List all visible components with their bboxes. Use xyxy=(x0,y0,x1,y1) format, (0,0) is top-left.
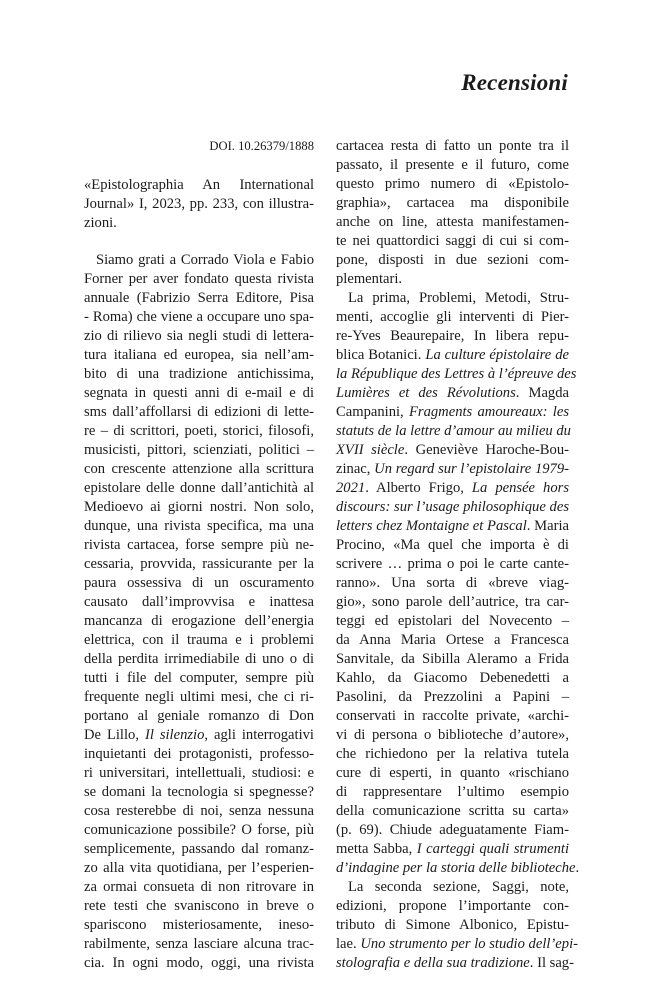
text-line: Siamo grati a Corrado Viola e Fabio xyxy=(96,252,314,268)
doi-reference: DOI. 10.26379/1888 xyxy=(209,139,314,153)
text-line: plementari. xyxy=(336,271,403,287)
text-line: tutti i file del computer, sempre più xyxy=(84,670,314,686)
review-paragraph xyxy=(336,137,569,289)
text-line: tura italiana ed europea, sia nell’am- xyxy=(84,347,314,363)
text-line xyxy=(84,726,314,745)
text-line xyxy=(336,460,569,479)
text-line: cure di esperti, in quanto «rischiano xyxy=(336,765,569,781)
text-line: vi di persona o biblioteche d’autore», xyxy=(336,727,569,743)
essay-title: Uno strumento per lo studio dell’epi- xyxy=(360,936,578,952)
text-line: cartacea resta di fatto un ponte tra il xyxy=(336,138,569,154)
essay-title: Un regard sur l’epistolaire 1979- xyxy=(374,461,569,477)
text-line: rete testi che svaniscono in breve o xyxy=(84,898,314,914)
text-line: della comunicazione scritta su carta» xyxy=(336,803,569,819)
text-fragment: . xyxy=(575,860,580,876)
text-line: rivista cartacea, forse sempre più ne- xyxy=(84,537,314,553)
text-line: zio di rilievo sia negli studi di lettera- xyxy=(84,328,314,344)
review-paragraph xyxy=(84,251,314,973)
text-line: ri universitari, intellettuali, studiosi: e xyxy=(84,765,314,781)
text-line: musicisti, pittori, scienziati, politici – xyxy=(84,442,314,458)
running-head-section-title: Recensioni xyxy=(461,70,568,95)
text-line: semplicemente, passando dal romanz- xyxy=(84,841,314,857)
text-line: edizioni, propone l’importante con- xyxy=(336,898,569,914)
text-fragment: . Magda xyxy=(515,385,569,401)
text-line: mancanza di erogazione dell’energia xyxy=(84,613,314,629)
text-line: Sanvitale, da Sibilla Aleramo a Frida xyxy=(336,651,569,667)
text-line: spariscono misteriosamente, ineso- xyxy=(84,917,314,933)
text-line: pone, disposti in due sezioni com- xyxy=(336,252,569,268)
text-line: causato dall’improvvisa e inattesa xyxy=(84,594,314,610)
text-line: La prima, Problemi, Metodi, Stru- xyxy=(348,290,569,306)
essay-title: la République des Lettres à l’épreuve des xyxy=(336,366,577,382)
text-line: della perdita irrimediabile di uno o di xyxy=(84,651,314,667)
essay-title: letters chez Montaigne et Pascal xyxy=(336,518,527,534)
text-line: Procino, «Ma quel che importa è di xyxy=(336,537,569,553)
text-line: teggi ed epistolari del Novecento – xyxy=(336,613,569,629)
essay-title: discours: sur l’usage philosophique des xyxy=(336,499,569,515)
text-line: bito di una tradizione antichissima, xyxy=(84,366,314,382)
book-title: Il silenzio xyxy=(144,727,205,743)
text-fragment: lae. xyxy=(336,936,361,952)
text-fragment: zinac, xyxy=(336,461,375,477)
text-line: menti, accoglie gli interventi di Pier- xyxy=(336,309,569,325)
text-line: cosa resterebbe di noi, senza nessuna xyxy=(84,803,314,819)
text-line: re – di scrittori, poeti, storici, filosofi, xyxy=(84,423,314,439)
citation-line: zioni. xyxy=(84,215,117,231)
essay-title: Lumières et des Révolutions xyxy=(336,385,516,401)
essay-title: d’indagine per la storia delle biblioteche xyxy=(336,860,576,876)
text-line xyxy=(336,498,569,517)
text-line xyxy=(336,859,580,878)
text-line xyxy=(336,346,569,365)
text-line: comunicazione possibile? O forse, più xyxy=(84,822,314,838)
journal-citation xyxy=(84,176,314,233)
text-line: scrivere … prima o poi le carte cante- xyxy=(336,556,569,572)
text-line: ranno». Una sorta di «breve viag- xyxy=(336,575,569,591)
review-paragraph xyxy=(336,289,580,878)
text-fragment: , agli interrogativi xyxy=(204,727,314,743)
text-line: re-Yves Beaurepaire, In libera repu- xyxy=(336,328,569,344)
text-line: gio», sono parole dell’autrice, tra car- xyxy=(336,594,569,610)
essay-title: Fragments amoureaux: les xyxy=(408,404,569,420)
text-line: elettrica, con il trauma e i problemi xyxy=(84,632,314,648)
text-line: cessaria, provvida, rassicurante per la xyxy=(84,556,314,572)
text-line: epistolare delle donne dall’antichità al xyxy=(84,480,314,496)
text-line: con crescente attenzione alla scrittura xyxy=(84,461,314,477)
text-line xyxy=(336,384,569,403)
essay-title: XVII siècle xyxy=(336,442,405,458)
text-line: te nei quattordici saggi di cui si com- xyxy=(336,233,569,249)
right-column xyxy=(336,137,580,973)
text-line xyxy=(336,441,569,460)
text-line: annuale (Fabrizio Serra Editore, Pisa xyxy=(84,290,314,306)
text-line xyxy=(336,422,569,441)
text-line: questo primo numero di «Epistolo- xyxy=(336,176,569,192)
text-line: Forner per aver fondato questa rivista xyxy=(84,271,314,287)
text-line: che richiedono per la relativa tutela xyxy=(336,746,569,762)
text-line: zo alla vita quotidiana, per l’esperien- xyxy=(84,860,314,876)
text-line xyxy=(336,517,569,536)
text-fragment: Campanini, xyxy=(336,404,409,420)
text-line xyxy=(336,365,577,384)
text-line xyxy=(336,479,569,498)
text-line: tributo di Simone Albonico, Epistu- xyxy=(336,917,569,933)
left-column xyxy=(84,137,314,973)
text-line: Pasolini, da Prezzolini a Papini – xyxy=(336,689,569,705)
text-line: passato, il presente e il futuro, come xyxy=(336,157,569,173)
essay-title: stolografia e della sua tradizione xyxy=(336,955,530,971)
text-fragment: . Maria xyxy=(526,518,569,534)
text-line xyxy=(336,403,569,422)
essay-title: La culture épistolaire de xyxy=(425,347,569,363)
essay-title: I carteggi quali strumenti xyxy=(416,841,570,857)
citation-line: Journal» I, 2023, pp. 233, con illustra- xyxy=(84,196,314,212)
text-line: conservati in raccolte private, «archi- xyxy=(336,708,569,724)
text-fragment: . Geneviève Haroche-Bou- xyxy=(404,442,569,458)
text-line: se domani la tecnologia si spegnesse? xyxy=(84,784,314,800)
text-fragment: . Il sag- xyxy=(529,955,574,971)
essay-title: statuts de la lettre d’amour au milieu du xyxy=(336,423,571,439)
text-line: za ormai consueta di non ritrovare in xyxy=(84,879,314,895)
text-line: da Anna Maria Ortese a Francesca xyxy=(336,632,569,648)
essay-title: 2021 xyxy=(336,480,366,496)
text-line xyxy=(336,954,574,973)
text-line: inquietanti dei protagonisti, professo- xyxy=(84,746,314,762)
text-line: di rappresentare l’ultimo esempio xyxy=(336,784,569,800)
text-fragment: metta Sabba, xyxy=(336,841,417,857)
text-line: segnata in questi anni di e-mail e di xyxy=(84,385,314,401)
text-line: frequente negli ultimi mesi, che ci ri- xyxy=(84,689,314,705)
text-line: graphia», cartacea ma disponibile xyxy=(336,195,569,211)
citation-line: «Epistolographia An International xyxy=(84,177,314,193)
text-fragment: blica Botanici. xyxy=(336,347,426,363)
text-line: anche on line, attesta manifestamen- xyxy=(336,214,569,230)
text-line: rabilmente, senza lasciare alcuna trac- xyxy=(84,936,314,952)
text-line: paura ossessiva di un oscuramento xyxy=(84,575,314,591)
essay-title: La pensée hors xyxy=(471,480,569,496)
text-line xyxy=(336,840,569,859)
text-line xyxy=(336,935,578,954)
text-line: sms dall’affollarsi di edizioni di lette- xyxy=(84,404,314,420)
text-line: dunque, una rivista specifica, ma una xyxy=(84,518,314,534)
text-fragment: De Lillo, xyxy=(84,727,145,743)
text-line: La seconda sezione, Saggi, note, xyxy=(348,879,569,895)
text-fragment: . Alberto Frigo, xyxy=(365,480,472,496)
review-paragraph xyxy=(336,878,578,973)
text-line: Medioevo ai giorni nostri. Non solo, xyxy=(84,499,314,515)
text-line: portano al geniale romanzo di Don xyxy=(84,708,314,724)
text-line: - Roma) che viene a occupare uno spa- xyxy=(84,309,314,325)
text-line: Kahlo, da Giacomo Debenedetti a xyxy=(336,670,569,686)
text-line: (p. 69). Chiude adeguatamente Fiam- xyxy=(336,822,569,838)
text-line: cia. In ogni modo, oggi, una rivista xyxy=(84,955,314,971)
